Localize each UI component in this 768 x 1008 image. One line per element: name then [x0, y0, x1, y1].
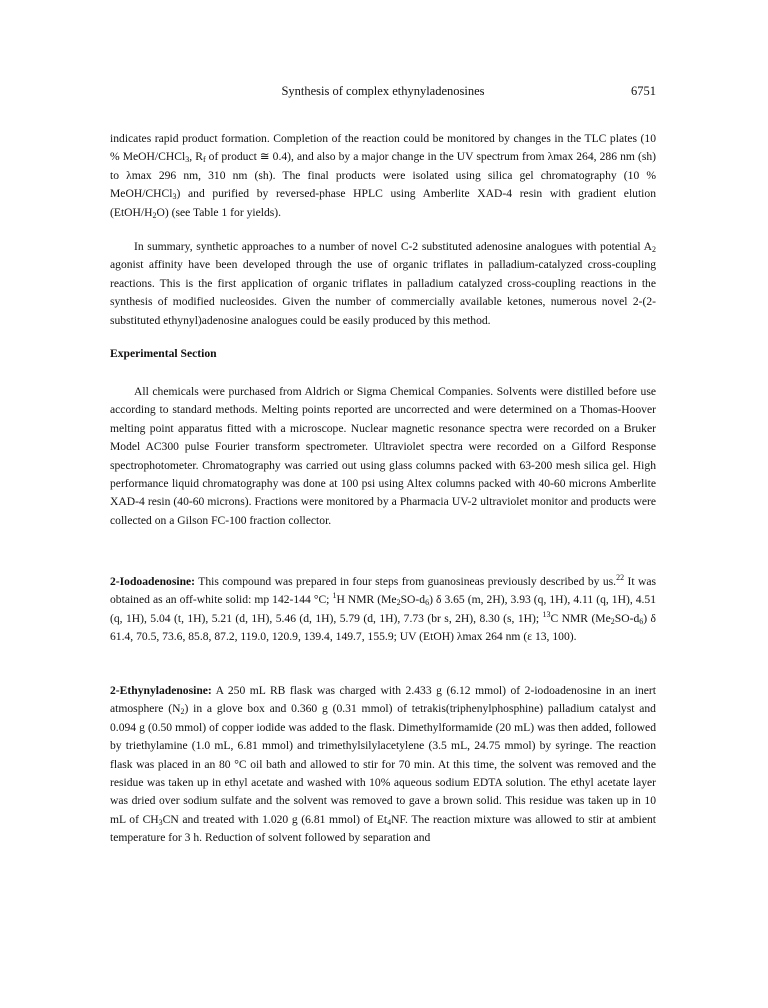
section-heading-experimental: Experimental Section — [110, 347, 217, 360]
lambda-max-symbol: λmax — [126, 168, 152, 182]
page-number: 6751 — [631, 84, 656, 98]
lambda-max-symbol: λmax — [547, 150, 574, 164]
reference-citation: 22 — [616, 573, 625, 582]
compound-heading-2-iodoadenosine: 2-Iodoadenosine: — [110, 575, 196, 588]
running-title: Synthesis of complex ethynyladenosines — [281, 84, 485, 98]
paragraph-summary: In summary, synthetic approaches to a number of novel C-2 substituted adenosine analogues with potential $A_2$ agonist affinity have been developed through the use of organic triflates in palladium-catalyzed cross-coupling reactions. This is the first application of organic triflates in palladium catalyzed cross-coupling reactions in the synthesis of modified nucleosides. Given the number of commercially available ketones, numerous novel 2-(2-substituted ethynyl)adenosine analogues could be easily produced by this method. — [110, 240, 656, 327]
paragraph-2-iodoadenosine: 2-Iodoadenosine: This compound was prepared in four steps from guanosineas previously described by us.$^{22}$ It was obtained as an off-white solid: mp 142-144 °C; $^1$H NMR $(Me_2SO-d_6)$ δ 3.65 (m, 2H), 3.93 (q, 1H), 4.11 (q, 1H), 4.51 (q, 1H), 5.04 (t, 1H), 5.21 (d, 1H), 5.46 (d, 1H), 5.79 (d, 1H), 7.73 (br s, 2H), 8.30 (s, 1H); $^{13}$C NMR $(Me_2SO-d_6)$ δ 61.4, 70.5, 73.6, 85.8, 87.2, 119.0, 120.9, 139.4, 149.7, 155.9; UV (EtOH) λmax 264 nm (ε 13, 100). — [110, 573, 657, 644]
paragraph-reaction-monitoring: indicates rapid product formation. Completion of the reaction could be monitored by changes in the TLC plates (10 % MeOH/CHCl$_3$, $R_f$ of product ≅ 0.4), and also by a major change in the UV spectrum from λmax 264, 286 nm (sh) to λmax 296 nm, 310 nm (sh). The final products were isolated using silica gel chromatography (10 % MeOH/CHCl$_3$) and purified by reversed-phase HPLC using Amberlite XAD-4 resin with gradient elution $(EtOH/H_2O)$ (see Table 1 for yields). — [110, 132, 657, 220]
compound-heading-2-ethynyladenosine: 2-Ethynyladenosine: — [110, 684, 212, 697]
running-header — [110, 84, 656, 104]
lambda-max-symbol: λmax — [456, 630, 483, 644]
paragraph-2-ethynyladenosine: 2-Ethynyladenosine: A 250 mL RB flask was charged with 2.433 g (6.12 mmol) of 2-iodoadenosine in an inert atmosphere $(N_2)$ in a glove box and 0.360 g (0.31 mmol) of tetrakis(triphenylphosphine) palladium catalyst and 0.094 g (0.50 mmol) of copper iodide was added to the flask. Dimethylformamide (20 mL) was then added, followed by triethylamine (1.0 mL, 6.81 mmol) and trimethylsilylacetylene (3.5 mL, 24.75 mmol) by syringe. The reaction flask was placed in an 80 °C oil bath and allowed to stir for 70 min. At this time, the solvent was removed and the residue was taken up in ethyl acetate and washed with 10% aqueous sodium EDTA solution. The ethyl acetate layer was dried over sodium sulfate and the solvent was removed to gave a brown solid. This residue was taken up in 10 mL of $CH_3CN$ and treated with 1.020 g (6.81 mmol) of $Et_4NF$. The reaction mixture was allowed to stir at ambient temperature for 3 h. Reduction of solvent followed by separation and — [110, 684, 656, 845]
paragraph-general-methods: All chemicals were purchased from Aldrich or Sigma Chemical Companies. Solvents were distilled before use according to standard methods. Melting points reported are uncorrected and were determined on a Thomas-Hoover melting point apparatus fitted with a microscope. Nuclear magnetic resonance spectra were recorded on a Bruker Model AC300 pulse Fourier transform spectrometer. Ultraviolet spectra were recorded on a Gilford Response spectrophotometer. Chromatography was carried out using glass columns packed with 63-200 mesh silica gel. High performance liquid chromatography was done at 100 psi using Altex columns packed with 40-60 microns Amberlite XAD-4 resin (40-60 microns). Fractions were monitored by a Pharmacia UV-2 ultraviolet monitor and products were collected on a Gilson FC-100 fraction collector. — [110, 385, 656, 527]
